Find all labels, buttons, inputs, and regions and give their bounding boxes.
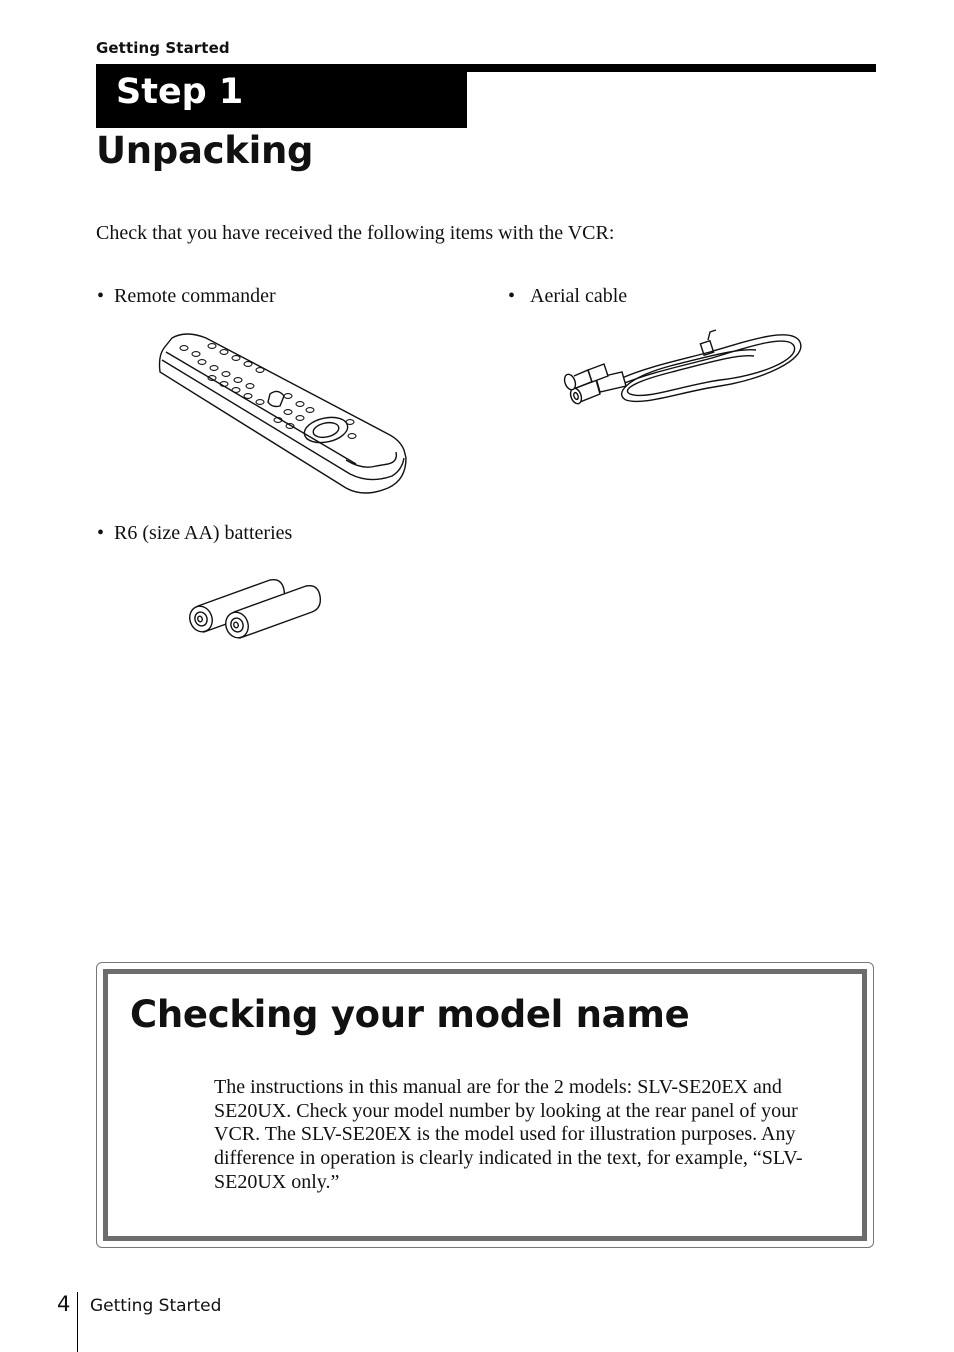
item-label: R6 (size AA) batteries — [114, 522, 293, 544]
page-title: Unpacking — [96, 129, 314, 172]
list-item — [508, 285, 627, 308]
bullet: • — [508, 285, 516, 307]
list-item — [97, 285, 276, 308]
list-item — [97, 522, 292, 545]
item-label: Remote commander — [114, 285, 276, 307]
model-name-text: The instructions in this manual are for the 2 models: SLV-SE20EX and SE20UX. Check your model number by looking at the rear panel of your VCR. The SLV-SE20EX is the model used for illustration purposes. Any difference in operation is clearly indicated in the text, for example, “SLV-SE20UX only.” — [214, 1076, 803, 1193]
section-label: Getting Started — [96, 39, 230, 57]
bullet: • — [97, 285, 105, 307]
step-label: Step 1 — [116, 72, 244, 112]
page-number: 4 — [57, 1292, 71, 1316]
aerial-cable-icon — [560, 320, 808, 416]
bullet: • — [97, 522, 105, 544]
footer-label: Getting Started — [90, 1296, 222, 1316]
batteries-icon — [184, 576, 324, 646]
step-badge — [96, 64, 467, 128]
footer-divider — [77, 1292, 78, 1352]
intro-text: Check that you have received the following items with the VCR: — [96, 222, 615, 244]
item-label: Aerial cable — [530, 285, 628, 307]
model-name-title: Checking your model name — [130, 993, 690, 1036]
remote-commander-icon — [150, 326, 412, 498]
